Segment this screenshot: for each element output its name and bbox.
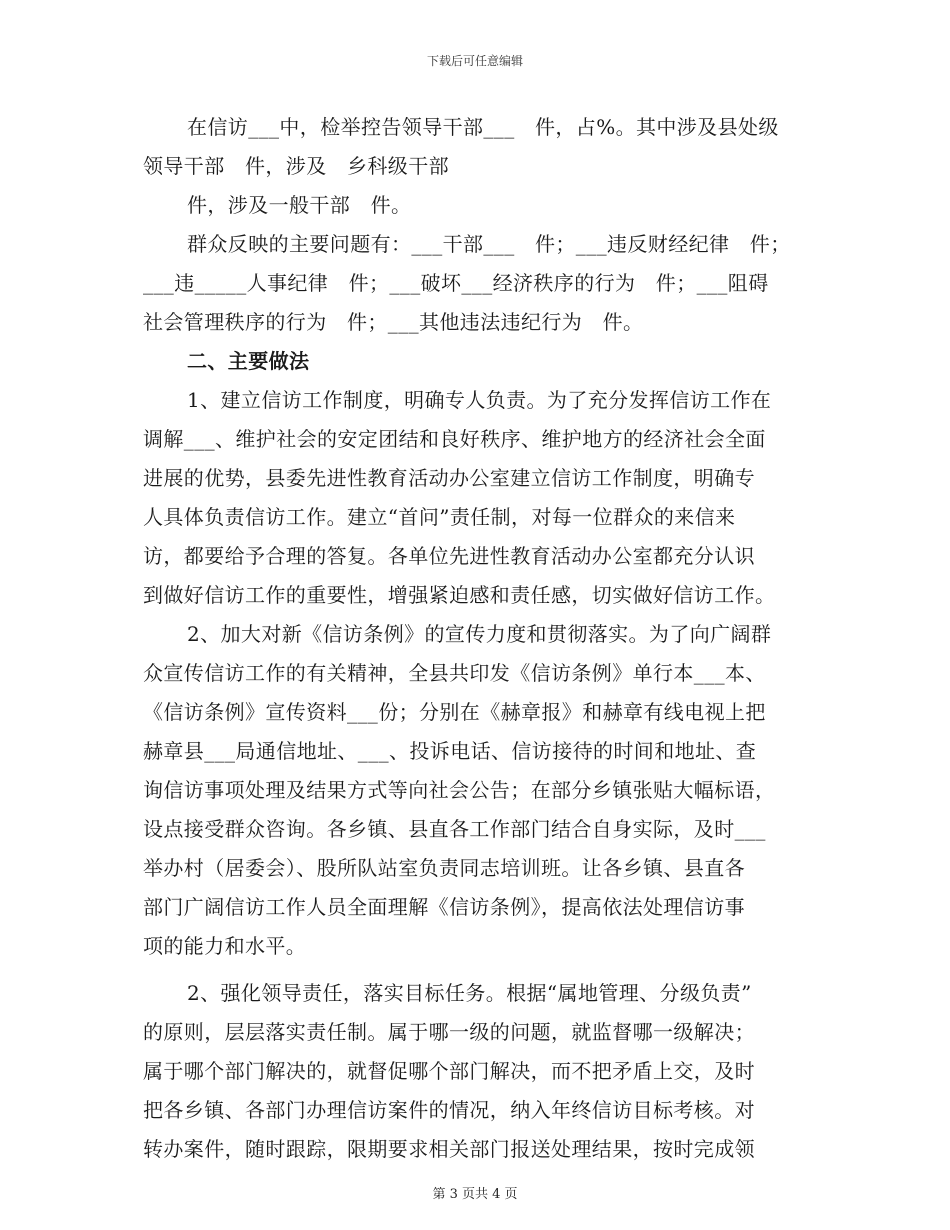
text-line: 的原则，层层落实责任制。属于哪一级的问题，就监督哪一级解决； bbox=[143, 1020, 755, 1044]
text-line: 进展的优势，县委先进性教育活动办公室建立信访工作制度，明确专 bbox=[143, 466, 755, 490]
text-line: 众宣传信访工作的有关精神，全县共印发《信访条例》单行本___本、 bbox=[143, 661, 766, 685]
text-line: 赫章县___局通信地址、___、投诉电话、信访接待的时间和地址、查 bbox=[143, 739, 757, 763]
text-line: 社会管理秩序的行为 件；___其他违法违纪行为 件。 bbox=[143, 310, 644, 334]
text-line: 在信访___中，检举控告领导干部___ 件，占%。其中涉及县处级 bbox=[187, 115, 779, 139]
text-line: 领导干部 件，涉及 乡科级干部 bbox=[143, 154, 449, 178]
document-body bbox=[143, 108, 809, 1169]
text-line: 到做好信访工作的重要性，增强紧迫感和责任感，切实做好信访工作。 bbox=[143, 583, 776, 607]
text-line: 询信访事项处理及结果方式等向社会公告；在部分乡镇张贴大幅标语， bbox=[143, 778, 776, 802]
page-footer: 第 3 页共 4 页 bbox=[432, 1187, 518, 1202]
page-header: 下载后可任意编辑 bbox=[426, 54, 523, 68]
text-line: 转办案件，随时跟踪，限期要求相关部门报送处理结果，按时完成领 bbox=[143, 1137, 755, 1161]
text-line: 人具体负责信访工作。建立“首问”责任制，对每一位群众的来信来 bbox=[143, 505, 736, 529]
text-line: 件，涉及一般干部 件。 bbox=[187, 193, 412, 217]
text-line: ___违_____人事纪律 件；___破坏___经济秩序的行为 件；___阻碍 bbox=[143, 271, 769, 295]
text-line: 调解___、维护社会的安定团结和良好秩序、维护地方的经济社会全面 bbox=[143, 427, 766, 451]
text-line: 1、建立信访工作制度，明确专人负责。为了充分发挥信访工作在 bbox=[187, 388, 772, 412]
text-line: 部门广阔信访工作人员全面理解《信访条例》，提高依法处理信访事 bbox=[143, 895, 745, 919]
text-line: 群众反映的主要问题有：___干部___ 件；___违反财经纪律 件； bbox=[187, 232, 791, 256]
text-line: 属于哪个部门解决的，就督促哪个部门解决，而不把矛盾上交，及时 bbox=[143, 1059, 755, 1083]
text-line: 设点接受群众咨询。各乡镇、县直各工作部门结合自身实际，及时___ bbox=[143, 817, 766, 841]
text-line: 访，都要给予合理的答复。各单位先进性教育活动办公室都充分认识 bbox=[143, 544, 755, 568]
section-heading: 二、主要做法 bbox=[187, 349, 310, 373]
text-line: 《信访条例》宣传资料___份；分别在《赫章报》和赫章有线电视上把 bbox=[143, 700, 766, 724]
text-line: 2、加大对新《信访条例》的宣传力度和贯彻落实。为了向广阔群 bbox=[187, 622, 772, 646]
text-line: 项的能力和水平。 bbox=[143, 934, 307, 958]
text-line: 2、强化领导责任，落实目标任务。根据“属地管理、分级负责” bbox=[187, 981, 752, 1005]
paragraph-gap bbox=[143, 966, 809, 974]
text-line: 把各乡镇、各部门办理信访案件的情况，纳入年终信访目标考核。对 bbox=[143, 1098, 755, 1122]
text-line: 举办村（居委会）、股所队站室负责同志培训班。让各乡镇、县直各 bbox=[143, 856, 745, 880]
